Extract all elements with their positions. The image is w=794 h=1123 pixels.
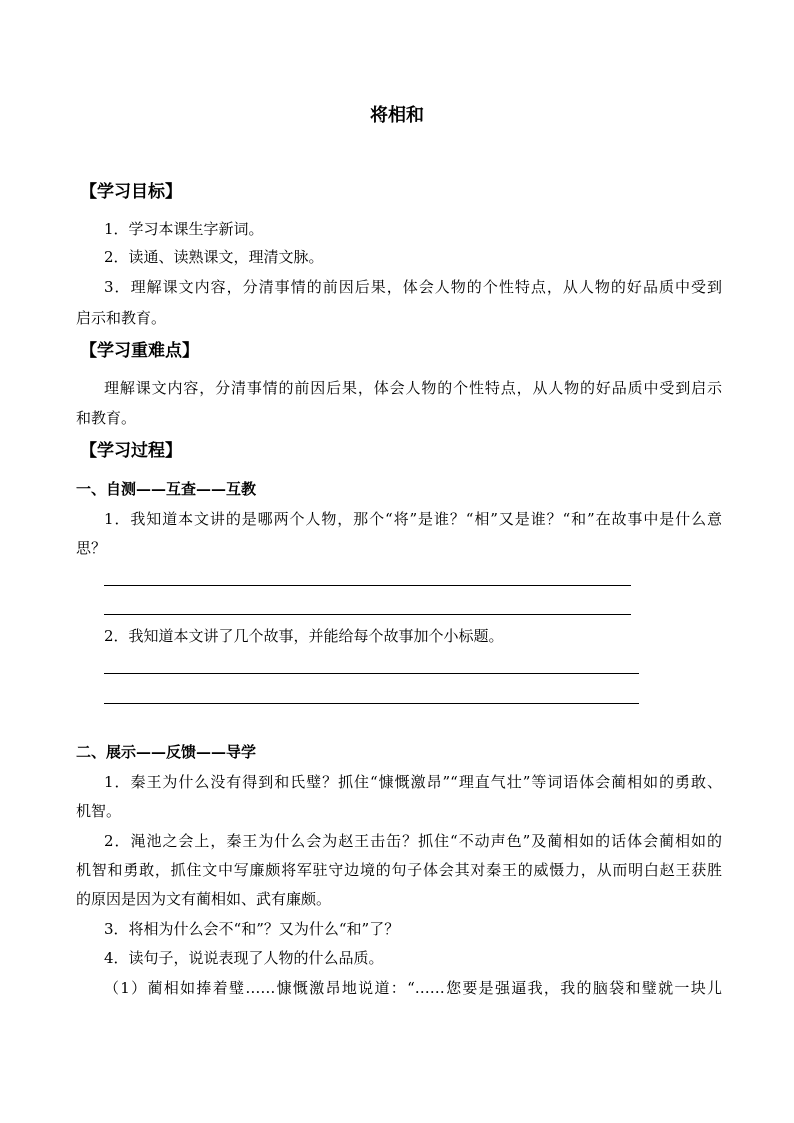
part2-line: 4．读句子，说说表现了人物的什么品质。 bbox=[104, 949, 384, 967]
section-heading-key-points: 【学习重难点】 bbox=[80, 341, 199, 361]
section-heading-process: 【学习过程】 bbox=[80, 441, 182, 461]
part2-line: （1）蔺相如捧着璧……慷慨激昂地说道：“……您要是强逼我，我的脑袋和璧就一块儿 bbox=[104, 979, 722, 997]
goal-item-1: 1．学习本课生字新词。 bbox=[104, 220, 264, 238]
part2-line: 的原因是因为文有蔺相如、武有廉颇。 bbox=[76, 890, 332, 908]
answer-line bbox=[104, 614, 631, 615]
key-points-line-2: 和教育。 bbox=[76, 409, 137, 427]
goal-item-3: 3．理解课文内容，分清事情的前因后果，体会人物的个性特点，从人物的好品质中受到 bbox=[104, 278, 722, 296]
section-heading-goals: 【学习目标】 bbox=[80, 182, 182, 202]
answer-line bbox=[104, 673, 639, 674]
part2-line: 机智和勇敢，抓住文中写廉颇将军驻守边境的句子体会其对秦王的威慑力，从而明白赵王获胜 bbox=[76, 861, 722, 879]
key-points-line-1: 理解课文内容，分清事情的前因后果，体会人物的个性特点，从人物的好品质中受到启示 bbox=[104, 379, 722, 397]
part1-question-1-line-2: 思？ bbox=[76, 539, 107, 557]
part1-question-1-line-1: 1．我知道本文讲的是哪两个人物，那个“将”是谁？“相”又是谁？“和”在故事中是什么意 bbox=[104, 510, 722, 528]
goal-item-2: 2．读通、读熟课文，理清文脉。 bbox=[104, 248, 324, 266]
part2-heading: 二、展示——反馈——导学 bbox=[76, 743, 257, 761]
goal-item-3-continued: 启示和教育。 bbox=[76, 309, 167, 327]
part2-line: 机智。 bbox=[76, 802, 122, 820]
answer-line bbox=[104, 585, 631, 586]
part2-line: 1．秦王为什么没有得到和氏璧？抓住“慷慨激昂”“理直气壮”等词语体会蔺相如的勇敢、 bbox=[104, 773, 722, 791]
part1-heading: 一、自测——互查——互教 bbox=[76, 480, 257, 498]
page-title: 将相和 bbox=[370, 105, 424, 126]
part1-question-2: 2．我知道本文讲了几个故事，并能给每个故事加个小标题。 bbox=[104, 627, 504, 645]
part2-line: 3．将相为什么会不“和”？又为什么“和”了？ bbox=[104, 920, 400, 938]
answer-line bbox=[104, 703, 639, 704]
part2-line: 2．渑池之会上，秦王为什么会为赵王击缶？抓住“不动声色”及蔺相如的话体会蔺相如的 bbox=[104, 832, 722, 850]
